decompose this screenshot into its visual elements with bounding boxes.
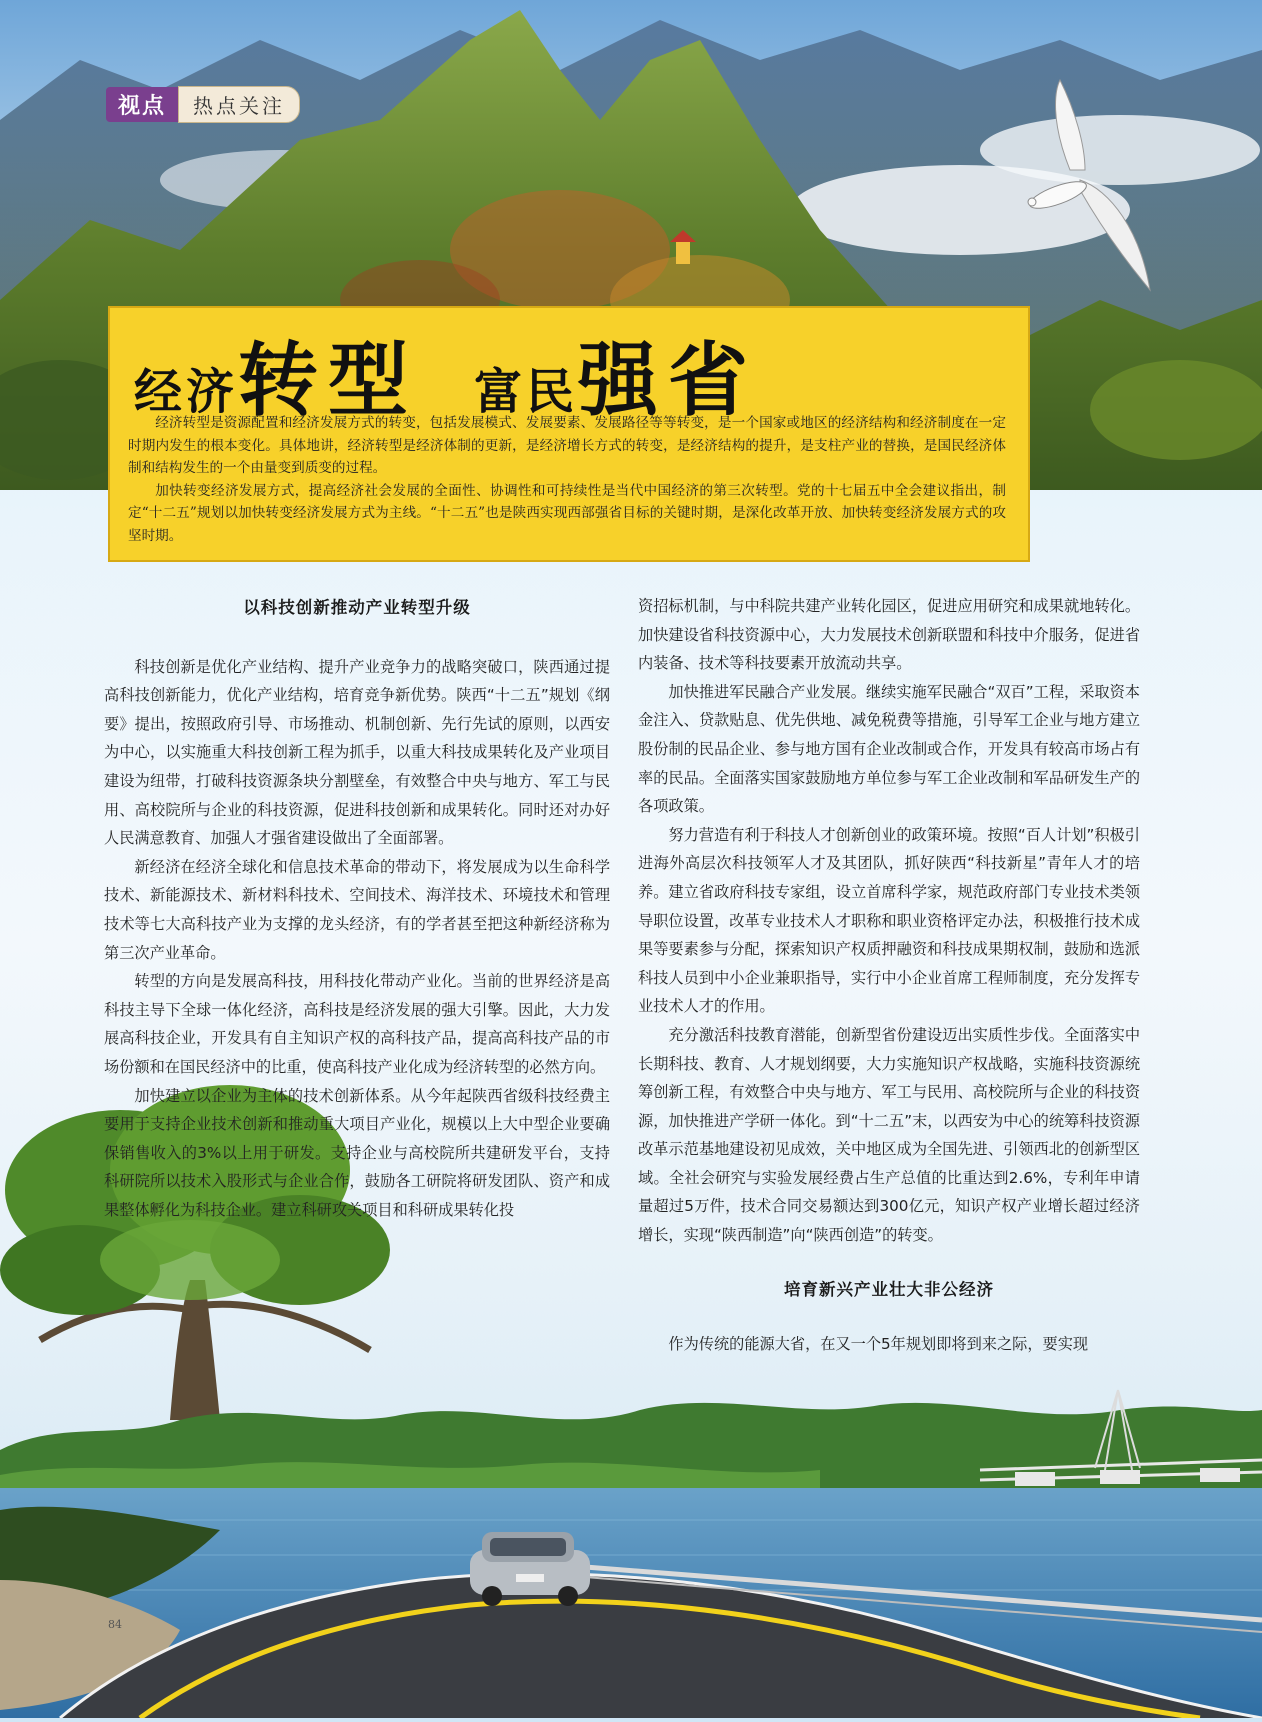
section-heading: 以科技创新推动产业转型升级 (243, 598, 471, 617)
body-paragraph: 新经济在经济全球化和信息技术革命的带动下，将发展成为以生命科学技术、新能源技术、新材料科技术、空间技术、海洋技术、环境技术和管理技术等七大高科技产业为支撑的龙头经济，有的学者甚至把这种新经济称为第三次产业革命。 (104, 857, 610, 962)
title-part1-small: 经济 (134, 364, 239, 420)
lake-road-image (0, 1380, 1262, 1718)
article-title (134, 316, 759, 427)
title-part1-big: 转型 (238, 333, 419, 427)
section-heading: 培育新兴产业壮大非公经济 (784, 1279, 994, 1299)
title-part2-big: 强省 (578, 333, 759, 427)
section-tag (106, 88, 300, 120)
intro-text (128, 412, 1006, 547)
title-part2-small: 富民 (474, 364, 579, 420)
page-number: 84 (108, 1618, 122, 1631)
body-paragraph: 转型的方向是发展高科技，用科技化带动产业化。当前的世界经济是高科技主导下全球一体化经济，高科技是经济发展的强大引擎。因此，大力发展高科技企业，开发具有自主知识产权的高科技产品，提高高科技产品的市场份额和在国民经济中的比重，使高科技产业化成为经济转型的必然方向。 (104, 972, 610, 1076)
body-paragraph: 充分激活科技教育潜能，创新型省份建设迈出实质性步伐。全面落实中长期科技、教育、人才规划纲要，大力实施知识产权战略，实施科技资源统筹创新工程，有效整合中央与地方、军工与民用、高校院所与企业的科技资源，加快推进产学研一体化。到“十二五”末，以西安为中心的统筹科技资源改革示范基地建设初见成效，关中地区成为全国先进、引领西北的创新型区域。全社会研究与实验发展经费占生产总值的比重达到2.6%，专利年申请量超过5万件，技术合同交易额达到300亿元，知识产权产业增长超过经济增长，实现“陕西制造”向“陕西创造”的转变。 (638, 1025, 1140, 1245)
intro-paragraph: 加快转变经济发展方式，提高经济社会发展的全面性、协调性和可持续性是当代中国经济的第三次转型。党的十七届五中全会建议指出，制定“十二五”规划以加快转变经济发展方式为主线。“十二五”也是陕西实现西部强省目标的关键时期，是深化改革开放、加快转变经济发展方式的攻坚时期。 (128, 482, 1006, 544)
body-paragraph: 作为传统的能源大省，在又一个5年规划即将到来之际，要实现 (668, 1335, 1089, 1354)
body-paragraph: 加快推进军民融合产业发展。继续实施军民融合“双百”工程，采取资本金注入、贷款贴息、优先供地、减免税费等措施，引导军工企业与地方建立股份制的民品企业、参与地方国有企业改制或合作，开发具有较高市场占有率的民品。全面落实国家鼓励地方单位参与军工企业改制和军品研发生产的各项政策。 (638, 682, 1140, 816)
body-paragraph: 科技创新是优化产业结构、提升产业竞争力的战略突破口，陕西通过提高科技创新能力，优化产业结构，培育竞争新优势。陕西“十二五”规划《纲要》提出，按照政府引导、市场推动、机制创新、先行先试的原则，以西安为中心，以实施重大科技创新工程为抓手，以重大科技成果转化及产业项目建设为纽带，打破科技资源条块分割壁垒，有效整合中央与地方、军工与民用、高校院所与企业的科技资源，促进科技创新和成果转化。同时还对办好人民满意教育、加强人才强省建设做出了全面部署。 (104, 657, 610, 848)
section-tag-main: 视点 (106, 87, 178, 122)
body-paragraph: 努力营造有利于科技人才创新创业的政策环境。按照“百人计划”积极引进海外高层次科技领军人才及其团队，抓好陕西“科技新星”青年人才的培养。建立省政府科技专家组，设立首席科学家，规范政府部门专业技术类领导职位设置，改革专业技术人才职称和职业资格评定办法，积极推行技术成果等要素参与分配，探索知识产权质押融资和科技成果期权制，鼓励和选派科技人员到中小企业兼职指导，实行中小企业首席工程师制度，充分发挥专业技术人才的作用。 (638, 825, 1140, 1016)
body-paragraph: 加快建立以企业为主体的技术创新体系。从今年起陕西省级科技经费主要用于支持企业技术创新和推动重大项目产业化，规模以上大中型企业要确保销售收入的3%以上用于研发。支持企业与高校院所共建研发平台，支持科研院所以技术入股形式与企业合作，鼓励各工研院将研发团队、资产和成果整体孵化为科技企业。建立科研攻关项目和科研成果转化投 (104, 1086, 610, 1219)
car-icon (470, 1532, 590, 1606)
section-tag-sub: 热点关注 (178, 86, 300, 123)
body-paragraph: 资招标机制，与中科院共建产业转化园区，促进应用研究和成果就地转化。加快建设省科技资源中心，大力发展技术创新联盟和科技中介服务，促进省内装备、技术等科技要素开放流动共享。 (638, 597, 1140, 673)
title-intro-box (108, 306, 1030, 562)
article-left-column (104, 594, 610, 1224)
intro-paragraph: 经济转型是资源配置和经济发展方式的转变，包括发展模式、发展要素、发展路径等等转变，是一个国家或地区的经济结构和经济制度在一定时期内发生的根本变化。具体地讲，经济转型是经济体制的更新，是经济增长方式的转变，是经济结构的提升，是支柱产业的替换，是国民经济体制和结构发生的一个由量变到质变的过程。 (128, 415, 1006, 476)
article-right-column (638, 592, 1140, 1359)
